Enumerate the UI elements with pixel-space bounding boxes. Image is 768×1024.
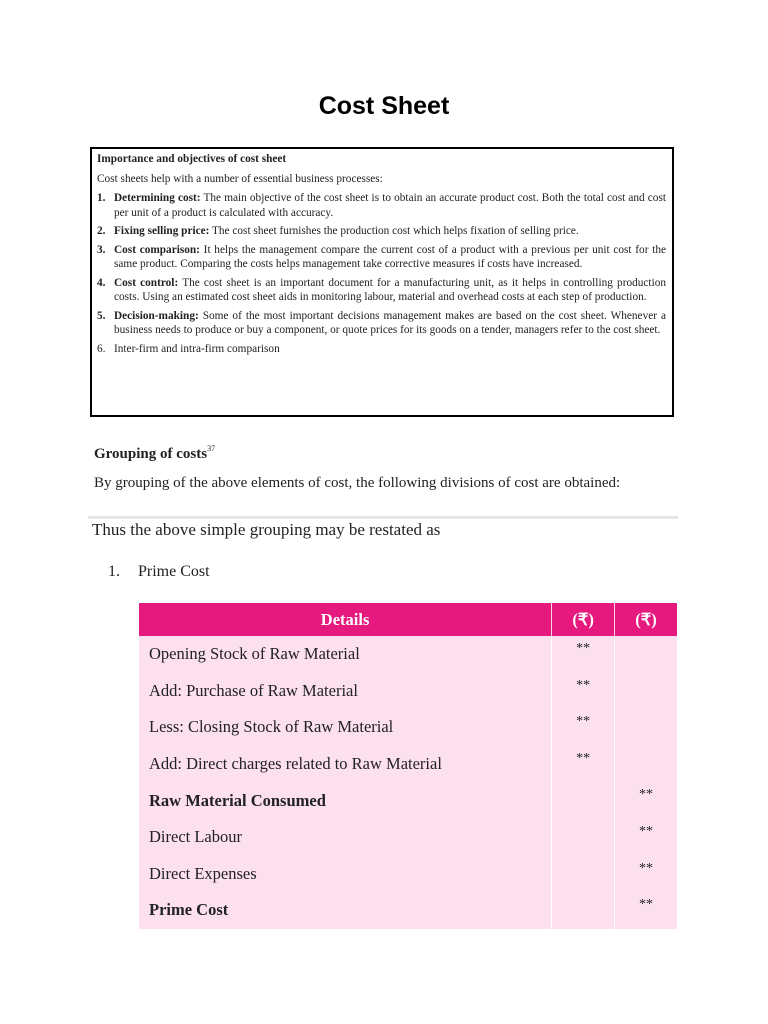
- objective-item: [97, 224, 666, 239]
- objective-item: [97, 276, 666, 305]
- objective-text: It helps the management compare the current cost of a product with a previous per unit cost for the same product. Comparing the costs helps management take corrective measures if costs have increased.: [114, 243, 666, 270]
- objective-term: Decision-making:: [114, 309, 199, 322]
- row-details: Prime Cost: [139, 892, 552, 929]
- objective-number: 2.: [97, 225, 106, 237]
- objective-text: The cost sheet furnishes the production cost which helps fixation of selling price.: [209, 225, 579, 237]
- objective-item: [97, 191, 666, 220]
- objective-text: Inter-firm and intra-firm comparison: [114, 342, 280, 355]
- objective-number: 1.: [97, 192, 106, 204]
- header-amount-1: (₹): [552, 603, 615, 636]
- objective-item: [97, 342, 666, 357]
- objective-text: The main objective of the cost sheet is to obtain an accurate product cost. Both the total cost and cost per unit of a product is calculated with accuracy.: [114, 192, 666, 219]
- row-amount-1: **: [552, 673, 615, 710]
- row-amount-2: [615, 673, 677, 710]
- row-amount-2: [615, 746, 677, 783]
- row-amount-2: **: [615, 856, 677, 893]
- objectives-heading: Importance and objectives of cost sheet: [97, 153, 287, 165]
- objective-text: Some of the most important decisions management makes are based on the cost sheet. Whenever a business needs to produce or buy a component, or quote prices for its goods on a tender, managers refer to the cost sheet.: [114, 309, 666, 336]
- objective-text: The cost sheet is an important document for a manufacturing unit, as it helps in controlling production costs. Using an estimated cost sheet aids in monitoring labour, material and overhead costs at each step of production.: [114, 276, 666, 303]
- row-details: Add: Purchase of Raw Material: [139, 673, 552, 710]
- objectives-intro: Cost sheets help with a number of essential business processes:: [97, 172, 383, 185]
- objective-term: Cost comparison:: [114, 243, 200, 256]
- row-amount-1: [552, 856, 615, 893]
- divider: [88, 516, 678, 519]
- row-details: Direct Labour: [139, 819, 552, 856]
- prime-cost-table: [139, 603, 677, 929]
- objective-item: [97, 243, 666, 272]
- grouping-heading: [94, 444, 215, 463]
- table-row: [139, 782, 677, 819]
- row-amount-1: **: [552, 636, 615, 673]
- table-row: [139, 636, 677, 673]
- row-details: Opening Stock of Raw Material: [139, 636, 552, 673]
- table-row: [139, 746, 677, 783]
- objective-term: Fixing selling price:: [114, 225, 210, 237]
- header-amount-2: (₹): [615, 603, 677, 636]
- row-details: Less: Closing Stock of Raw Material: [139, 709, 552, 746]
- objective-number: 6.: [97, 342, 106, 355]
- row-amount-2: **: [615, 892, 677, 929]
- list-label: Prime Cost: [138, 563, 210, 580]
- table-row: [139, 673, 677, 710]
- objective-number: 3.: [97, 243, 106, 256]
- header-details: Details: [139, 603, 552, 636]
- page-title: Cost Sheet: [318, 92, 450, 120]
- objective-term: Determining cost:: [114, 192, 201, 204]
- grouping-text: By grouping of the above elements of cost, the following divisions of cost are obtained:: [94, 475, 621, 491]
- row-amount-1: [552, 819, 615, 856]
- row-amount-1: **: [552, 746, 615, 783]
- row-details: Direct Expenses: [139, 856, 552, 893]
- objective-number: 4.: [97, 276, 106, 289]
- objectives-box: [90, 147, 674, 417]
- grouping-heading-text: Grouping of costs: [94, 446, 208, 462]
- table-row: [139, 892, 677, 929]
- table-row: [139, 819, 677, 856]
- prime-cost-list-item: [108, 563, 210, 581]
- objective-term: Cost control:: [114, 276, 179, 289]
- footnote-ref: 37: [207, 444, 216, 453]
- table-row: [139, 709, 677, 746]
- row-amount-2: [615, 636, 677, 673]
- row-amount-2: **: [615, 782, 677, 819]
- row-amount-1: [552, 782, 615, 819]
- row-details: Add: Direct charges related to Raw Material: [139, 746, 552, 783]
- objective-item: [97, 309, 666, 338]
- objective-number: 5.: [97, 309, 106, 322]
- restated-text: Thus the above simple grouping may be restated as: [92, 520, 441, 539]
- row-amount-2: [615, 709, 677, 746]
- row-amount-1: **: [552, 709, 615, 746]
- table-row: [139, 856, 677, 893]
- row-amount-2: **: [615, 819, 677, 856]
- table-header-row: [139, 603, 677, 636]
- row-details: Raw Material Consumed: [139, 782, 552, 819]
- row-amount-1: [552, 892, 615, 929]
- list-number: 1.: [108, 563, 120, 580]
